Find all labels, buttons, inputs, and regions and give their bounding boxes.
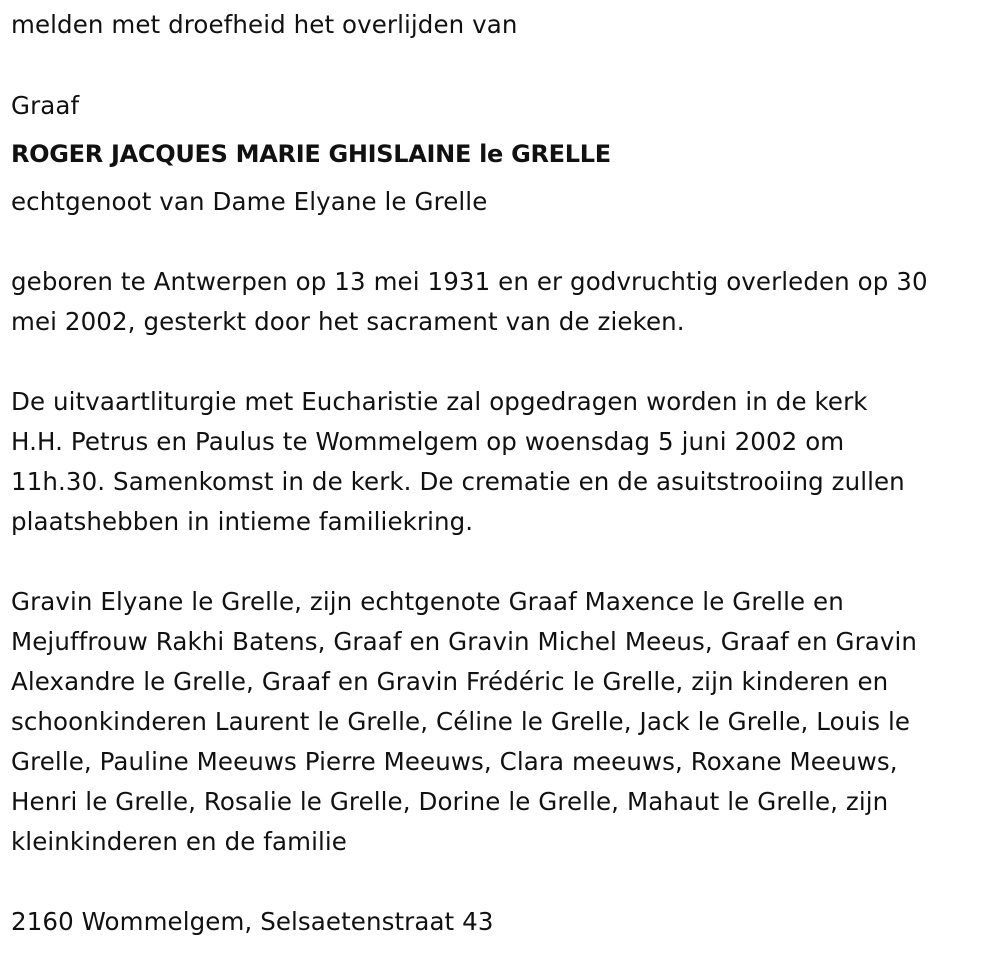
address: 2160 Wommelgem, Selsaetenstraat 43 <box>11 907 494 936</box>
intro-text: melden met droefheid het overlijden van <box>11 10 518 39</box>
funeral-line: H.H. Petrus en Paulus te Wommelgem op woensdag 5 juni 2002 om <box>11 427 845 456</box>
deceased-relation: echtgenoot van Dame Elyane le Grelle <box>11 187 488 216</box>
funeral-line: plaatshebben in intieme familiekring. <box>11 507 474 536</box>
family-line: Gravin Elyane le Grelle, zijn echtgenote Graaf Maxence le Grelle en <box>11 587 844 616</box>
family-line: schoonkinderen Laurent le Grelle, Céline le Grelle, Jack le Grelle, Louis le <box>11 707 911 736</box>
funeral-line: De uitvaartliturgie met Eucharistie zal opgedragen worden in de kerk <box>11 387 868 416</box>
family-line: Henri le Grelle, Rosalie le Grelle, Dorine le Grelle, Mahaut le Grelle, zijn <box>11 787 889 816</box>
deceased-title: Graaf <box>11 91 80 120</box>
birth-death-line: mei 2002, gesterkt door het sacrament van de zieken. <box>11 307 685 336</box>
family-line: Alexandre le Grelle, Graaf en Gravin Frédéric le Grelle, zijn kinderen en <box>11 667 889 696</box>
family-line: Mejuffrouw Rakhi Batens, Graaf en Gravin Michel Meeus, Graaf en Gravin <box>11 627 917 656</box>
funeral-line: 11h.30. Samenkomst in de kerk. De crematie en de asuitstrooiing zullen <box>11 467 905 496</box>
deceased-name: ROGER JACQUES MARIE GHISLAINE le GRELLE <box>11 140 611 168</box>
family-line: kleinkinderen en de familie <box>11 827 347 856</box>
birth-death-line: geboren te Antwerpen op 13 mei 1931 en er godvruchtig overleden op 30 <box>11 267 928 296</box>
family-line: Grelle, Pauline Meeuws Pierre Meeuws, Clara meeuws, Roxane Meeuws, <box>11 747 898 776</box>
